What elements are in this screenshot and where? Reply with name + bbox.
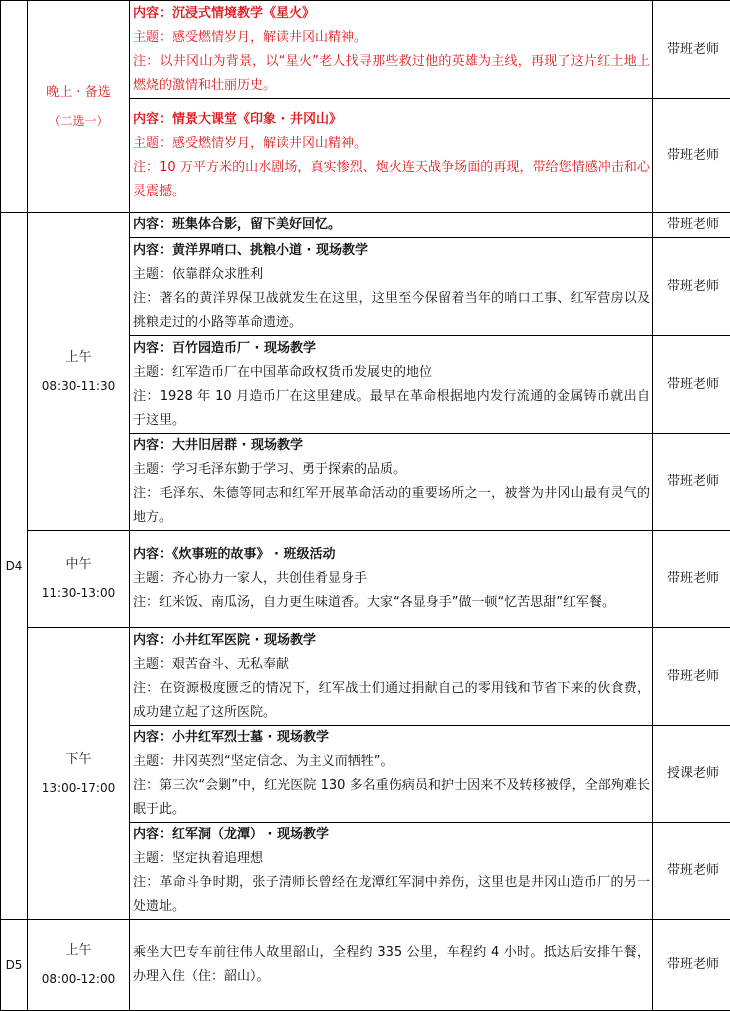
activity-topic: 主题：艰苦奋斗、无私奉献: [133, 653, 650, 677]
teacher-cell: 带班老师: [653, 434, 730, 531]
time-slot: [28, 1, 130, 213]
time-slot-label: 上午: [28, 937, 129, 965]
schedule-row: [1, 1, 730, 99]
time-slot: [28, 213, 130, 531]
activity-title: 内容：黄洋界哨口、挑粮小道 · 现场教学: [133, 239, 650, 263]
time-slot-label: 晚上 · 备选: [28, 79, 129, 107]
activity-note: 注：著名的黄洋界保卫战就发生在这里，这里至今保留着当年的哨口工事、红军营房以及挑粮走过的小路等革命遗迹。: [133, 287, 650, 335]
schedule-row: [1, 213, 730, 238]
teacher-cell: 带班老师: [653, 1, 730, 99]
teacher-cell: 带班老师: [653, 531, 730, 628]
activity-content: [130, 920, 653, 1011]
activity-title: 内容：百竹园造币厂 · 现场教学: [133, 337, 650, 361]
activity-topic: 主题：依靠群众求胜利: [133, 263, 650, 287]
activity-title: 内容：班集体合影，留下美好回忆。: [133, 213, 650, 237]
time-slot-label: 下午: [28, 746, 129, 774]
schedule-row: [1, 920, 730, 1011]
activity-content: [130, 823, 653, 920]
teacher-cell: 带班老师: [653, 336, 730, 434]
activity-note: 注：在资源极度匮乏的情况下，红军战士们通过捐献自己的零用钱和节省下来的伙食费，成功建立起了这所医院。: [133, 677, 650, 725]
teacher-cell: 带班老师: [653, 628, 730, 726]
activity-content: [130, 238, 653, 336]
time-slot-range: 08:00-12:00: [28, 965, 129, 993]
activity-title: 内容：小井红军烈士墓 · 现场教学: [133, 726, 650, 750]
activity-title: 内容：沉浸式情境教学《星火》: [133, 2, 650, 26]
activity-note: 注：红米饭、南瓜汤，自力更生味道香。大家“各显身手”做一顿“忆苦思甜”红军餐。: [133, 591, 650, 615]
activity-topic: 主题：井冈英烈“坚定信念、为主义而牺牲”。: [133, 750, 650, 774]
activity-title: 内容：红军洞（龙潭） · 现场教学: [133, 823, 650, 847]
teacher-cell: 带班老师: [653, 238, 730, 336]
activity-note: 注：革命斗争时期，张子清师长曾经在龙潭红军洞中养伤，这里也是井冈山造币厂的另一处遗址。: [133, 871, 650, 919]
activity-note: 乘坐大巴专车前往伟人故里韶山，全程约 335 公里，车程约 4 小时。抵达后安排午餐，办理入住（住：韶山）。: [133, 941, 650, 989]
time-slot: [28, 628, 130, 920]
time-slot: [28, 531, 130, 628]
day-label: D4: [1, 213, 28, 920]
activity-content: [130, 726, 653, 823]
activity-content: [130, 628, 653, 726]
activity-topic: 主题：感受燃情岁月，解读井冈山精神。: [133, 132, 650, 156]
time-slot-range: （二选一）: [28, 107, 129, 135]
time-slot-range: 08:30-11:30: [28, 372, 129, 400]
schedule-row: [1, 531, 730, 628]
activity-note: 注：1928 年 10 月造币厂在这里建成。最早在革命根据地内发行流通的金属铸币就出自于这里。: [133, 385, 650, 433]
time-slot-range: 11:30-13:00: [28, 579, 129, 607]
activity-note: 注：以井冈山为背景，以“星火”老人找寻那些救过他的英雄为主线，再现了这片红土地上燃烧的激情和壮丽历史。: [133, 50, 650, 98]
activity-content: [130, 213, 653, 238]
activity-topic: 主题：感受燃情岁月，解读井冈山精神。: [133, 26, 650, 50]
activity-note: 注：毛泽东、朱德等同志和红军开展革命活动的重要场所之一，被誉为井冈山最有灵气的地方。: [133, 482, 650, 530]
day-label: D5: [1, 920, 28, 1011]
teacher-cell: 带班老师: [653, 920, 730, 1011]
teacher-cell: 带班老师: [653, 823, 730, 920]
time-slot: [28, 920, 130, 1011]
day-label: [1, 1, 28, 213]
time-slot-label: 中午: [28, 551, 129, 579]
activity-title: 内容：大井旧居群 · 现场教学: [133, 434, 650, 458]
activity-title: 内容：小井红军医院 · 现场教学: [133, 629, 650, 653]
activity-content: [130, 336, 653, 434]
activity-note: 注：10 万平方米的山水剧场，真实惨烈、炮火连天战争场面的再现，带给您情感冲击和心灵震撼。: [133, 156, 650, 204]
teacher-cell: 带班老师: [653, 99, 730, 213]
activity-content: [130, 99, 653, 213]
activity-content: [130, 434, 653, 531]
time-slot-range: 13:00-17:00: [28, 774, 129, 802]
time-slot-label: 上午: [28, 344, 129, 372]
activity-topic: 主题：学习毛泽东勤于学习、勇于探索的品质。: [133, 458, 650, 482]
activity-content: [130, 531, 653, 628]
activity-note: 注：第三次“会剿”中，红光医院 130 多名重伤病员和护士因来不及转移被俘，全部殉难长眠于此。: [133, 774, 650, 822]
teacher-cell: 带班老师: [653, 213, 730, 238]
teacher-cell: 授课老师: [653, 726, 730, 823]
activity-topic: 主题：坚定执着追理想: [133, 847, 650, 871]
schedule-row: [1, 628, 730, 726]
activity-title: 内容：情景大课堂《印象 · 井冈山》: [133, 108, 650, 132]
activity-topic: 主题：齐心协力一家人，共创佳肴显身手: [133, 567, 650, 591]
activity-topic: 主题：红军造币厂在中国革命政权货币发展史的地位: [133, 361, 650, 385]
activity-content: [130, 1, 653, 99]
activity-title: 内容：《炊事班的故事》 · 班级活动: [133, 543, 650, 567]
